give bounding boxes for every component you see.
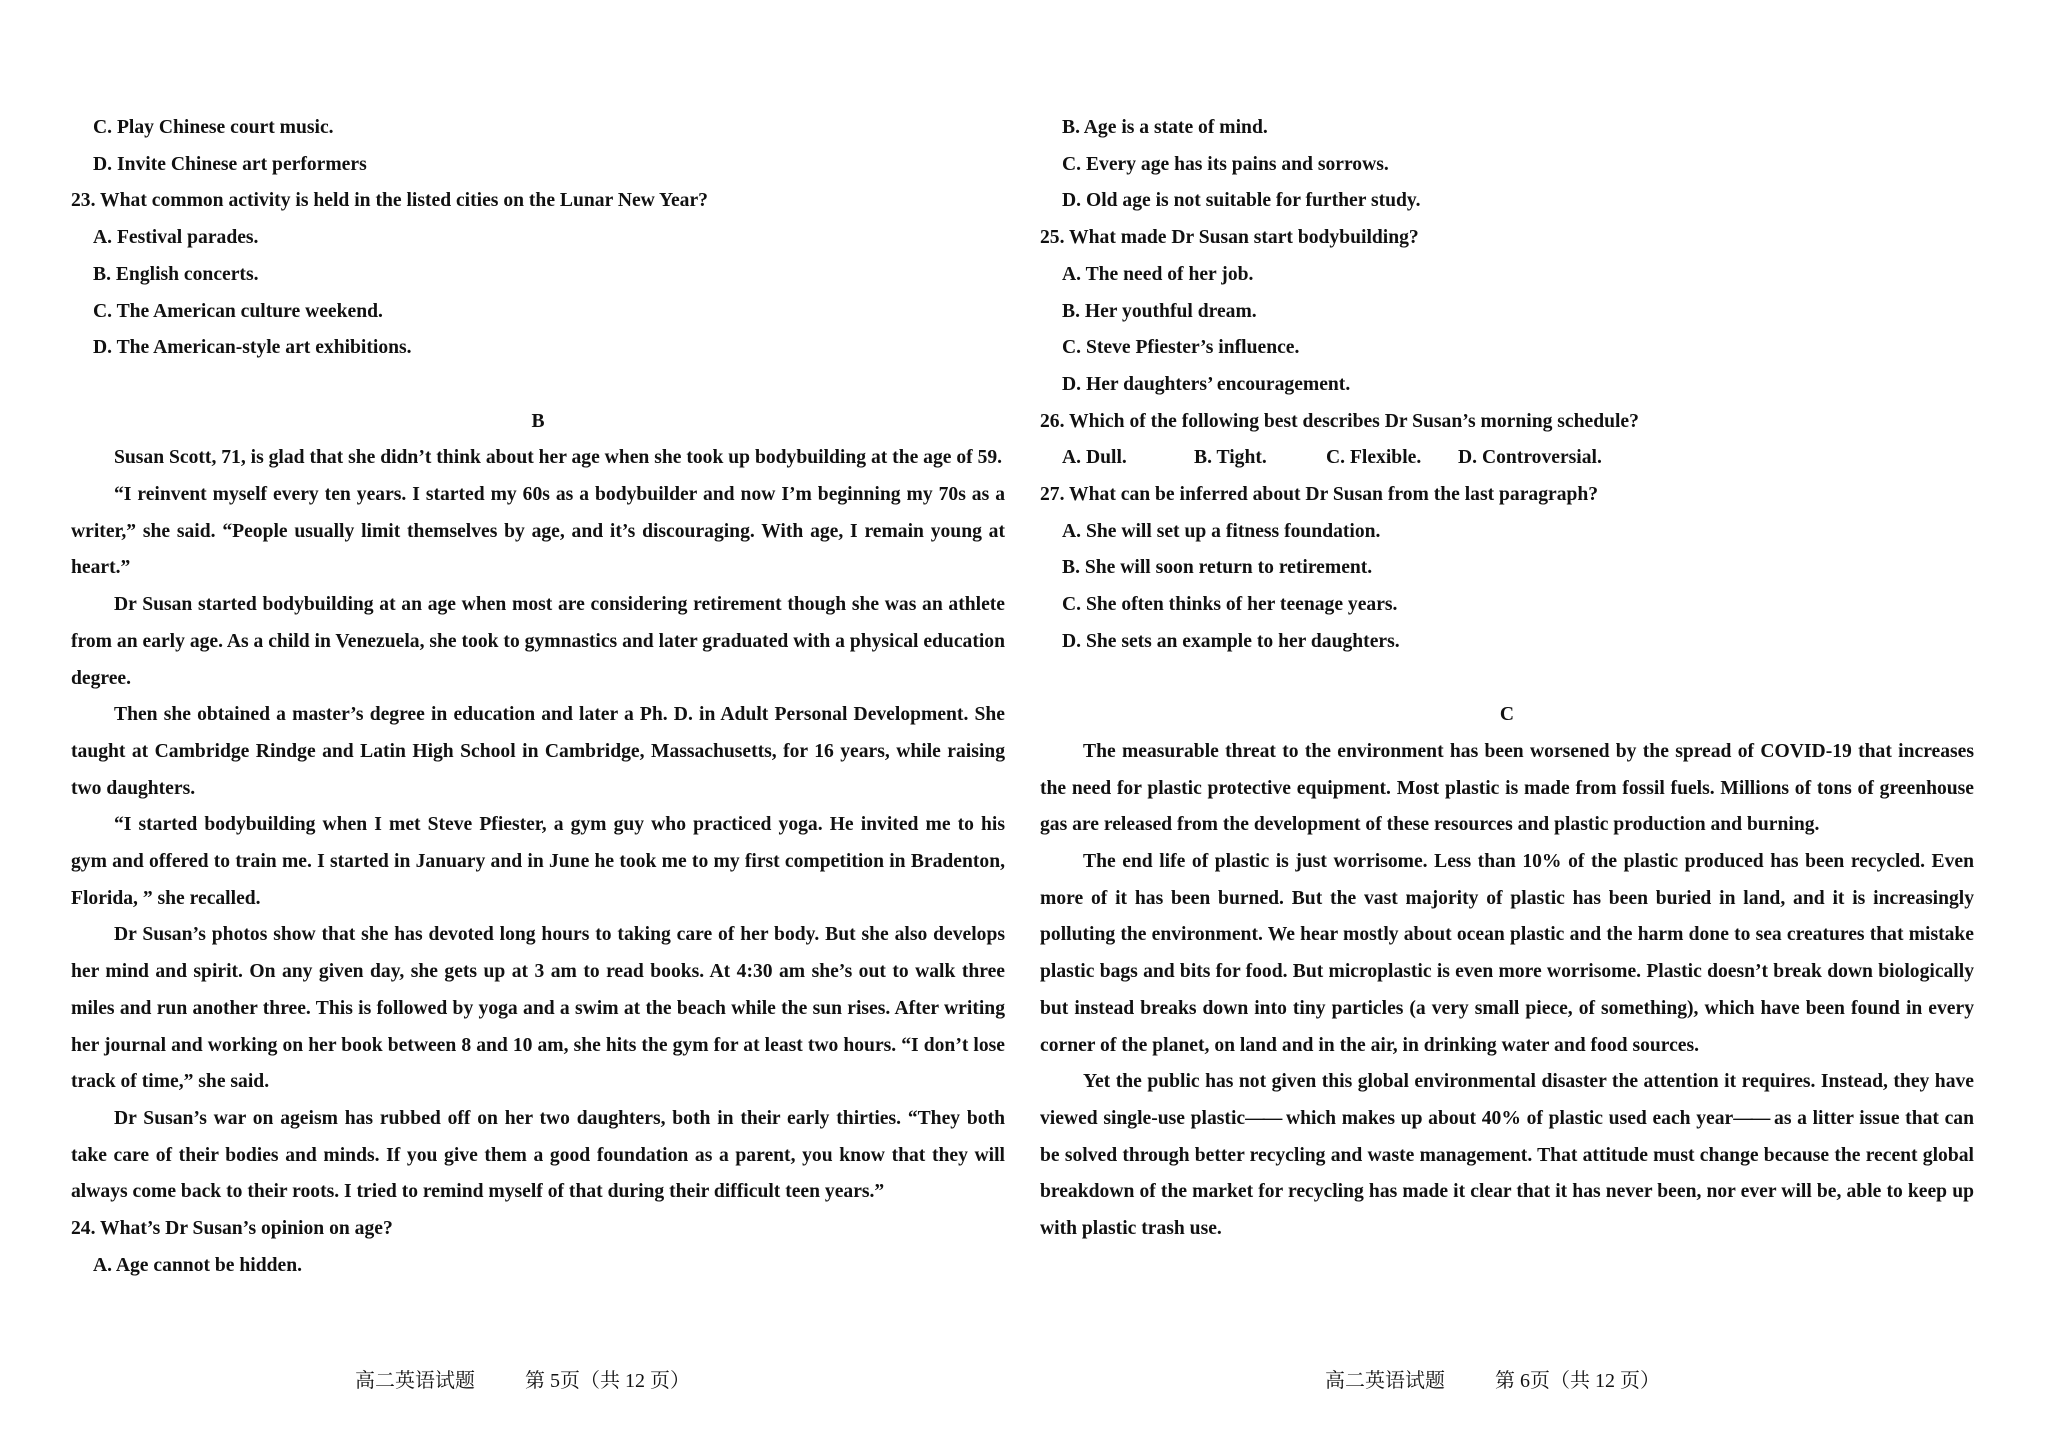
- option-q23-d: D. The American-style art exhibitions.: [93, 337, 412, 359]
- option-q26-b: B. Tight.: [1194, 447, 1267, 469]
- passage-b-paragraph: Dr Susan’s photos show that she has devoted long hours to taking care of her body. But she also develops her mind and spirit. On any given day, she gets up at 3 am to read books. At 4:30 am she’s out to walk three miles and run another three. This is followed by yoga and a swim at the beach while the sun rises. After writing her journal and working on her book between 8 and 10 am, she hits the gym for at least two hours. “I don’t lose track of time,” she said.: [71, 924, 1005, 1093]
- option-q23-a: A. Festival parades.: [93, 227, 259, 249]
- question-26: 26. Which of the following best describes Dr Susan’s morning schedule?: [1040, 410, 1639, 432]
- question-24: 24. What’s Dr Susan’s opinion on age?: [71, 1218, 393, 1240]
- right-page-column: [1040, 110, 1974, 1248]
- option-q24-a: A. Age cannot be hidden.: [93, 1254, 303, 1276]
- passage-b-paragraph: Dr Susan’s war on ageism has rubbed off on her two daughters, both in their early thirties. “They both take care of their bodies and minds. If you give them a good foundation as a parent, you know that they will always come back to their roots. I tried to remind myself of that during their difficult teen years.”: [71, 1107, 1005, 1203]
- option-q27-c: C. She often thinks of her teenage years.: [1062, 594, 1398, 616]
- passage-c-p3-part: as a litter issue that can be solved through better recycling and waste management. That attitude must change because the recent global breakdown of the market for recycling has made it clear that it has never been, nor ever will be, able to keep up with plastic trash use.: [1040, 1107, 1974, 1240]
- q26-options-row: [1040, 440, 1974, 477]
- page-footer-right: 高二英语试题 第 6页（共 12 页）: [1325, 1370, 1660, 1392]
- option-q26-c: C. Flexible.: [1326, 447, 1422, 469]
- passage-b-paragraph: “I started bodybuilding when I met Steve Pfiester, a gym guy who practiced yoga. He invited me to his gym and offered to train me. I started in January and in June he took me to my first competition in Bradenton, Florida, ” she recalled.: [71, 814, 1005, 909]
- option-q25-b: B. Her youthful dream.: [1062, 300, 1257, 322]
- passage-c-paragraph-2: The end life of plastic is just worrisome. Less than 10% of the plastic produced has been recycled. Even more of it has been burned. But the vast majority of plastic has been buried in land, and it is increasingly polluting the environment. We hear mostly about ocean plastic and the harm done to sea creatures that mistake plastic bags and bits for food. But microplastic is even more worrisome. Plastic doesn’t break down biologically but instead breaks down into tiny particles (a very small piece, of something), which have been found in every corner of the planet, on land and in the air, in drinking water and food sources.: [1040, 851, 1974, 1056]
- em-dash: ——: [1733, 1107, 1769, 1129]
- page-footer-left: 高二英语试题 第 5页（共 12 页）: [355, 1370, 690, 1392]
- option-q24-b: B. Age is a state of mind.: [1062, 117, 1268, 138]
- option-q23-c: C. The American culture weekend.: [93, 300, 383, 322]
- passage-c-p3-part: which makes up about 40% of plastic used each year: [1280, 1107, 1734, 1129]
- passage-b-paragraph: Then she obtained a master’s degree in education and later a Ph. D. in Adult Personal Development. She taught at Cambridge Rindge and Latin High School in Cambridge, Massachusetts, for 16 years, while raising two daughters.: [71, 704, 1005, 799]
- passage-b-paragraph: “I reinvent myself every ten years. I started my 60s as a bodybuilder and now I’m beginning my 70s as a writer,” she said. “People usually limit themselves by age, and it’s discouraging. With age, I remain young at heart.”: [71, 484, 1005, 579]
- option-q23-b: B. English concerts.: [93, 263, 259, 285]
- option-q24-c: C. Every age has its pains and sorrows.: [1062, 153, 1389, 175]
- option-q26-a: A. Dull.: [1062, 447, 1127, 469]
- question-25: 25. What made Dr Susan start bodybuilding?: [1040, 227, 1419, 249]
- option-q25-d: D. Her daughters’ encouragement.: [1062, 373, 1351, 395]
- option-q22-c: C. Play Chinese court music.: [93, 117, 334, 138]
- option-q27-b: B. She will soon return to retirement.: [1062, 557, 1373, 579]
- option-q27-d: D. She sets an example to her daughters.: [1062, 630, 1400, 652]
- passage-b-paragraph: Susan Scott, 71, is glad that she didn’t think about her age when she took up bodybuilding at the age of 59.: [114, 447, 1003, 469]
- em-dash: ——: [1245, 1107, 1281, 1129]
- passage-b-paragraph: Dr Susan started bodybuilding at an age when most are considering retirement though she was an athlete from an early age. As a child in Venezuela, she took to gymnastics and later graduated with a physical education degree.: [71, 594, 1005, 689]
- option-q26-d: D. Controversial.: [1458, 447, 1602, 469]
- option-q22-d: D. Invite Chinese art performers: [93, 153, 367, 175]
- option-q25-a: A. The need of her job.: [1062, 263, 1254, 285]
- question-23: 23. What common activity is held in the listed cities on the Lunar New Year?: [71, 190, 708, 212]
- passage-c-p3-part: Yet the public has not given this global environmental disaster the attention it requires. Instead, they have viewed single-use plastic: [1040, 1071, 1974, 1129]
- option-q27-a: A. She will set up a fitness foundation.: [1062, 520, 1381, 542]
- left-page-column: [71, 110, 1005, 1284]
- passage-c-paragraph-1: The measurable threat to the environment has been worsened by the spread of COVID-19 that increases the need for plastic protective equipment. Most plastic is made from fossil fuels. Millions of tons of greenhouse gas are released from the development of these resources and plastic production and burning.: [1040, 740, 1974, 836]
- option-q25-c: C. Steve Pfiester’s influence.: [1062, 337, 1300, 359]
- option-q24-d: D. Old age is not suitable for further study.: [1062, 190, 1421, 212]
- passage-c-paragraph-3: [1040, 1064, 1974, 1248]
- section-c-heading: C: [1499, 704, 1515, 726]
- section-b-heading: B: [531, 410, 545, 432]
- question-27: 27. What can be inferred about Dr Susan from the last paragraph?: [1040, 484, 1599, 506]
